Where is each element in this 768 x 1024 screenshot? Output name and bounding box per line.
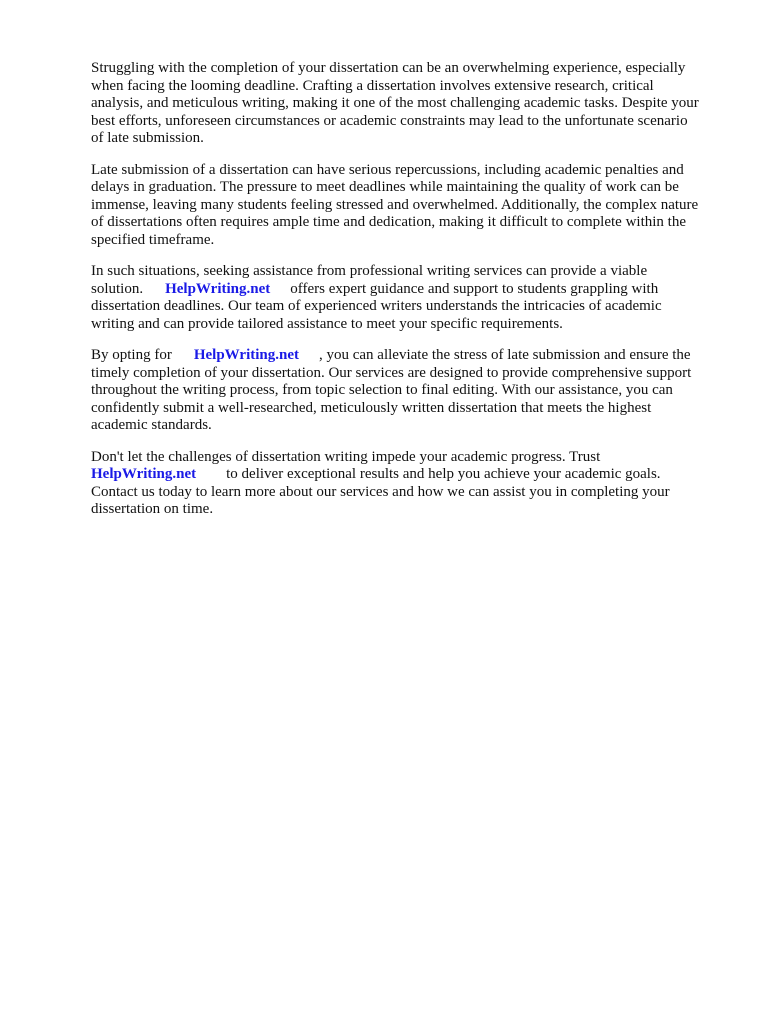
text-line: dissertation on time. xyxy=(91,501,214,517)
text-line: throughout the writing process, from topic selection to final editing. With our assistance, you can xyxy=(91,382,673,398)
text-line: Don't let the challenges of dissertation writing impede your academic progress. Trust xyxy=(91,448,601,465)
text-line: of dissertations often requires ample time and dedication, making it difficult to complete within the xyxy=(91,214,686,230)
text-line: dissertation deadlines. Our team of experienced writers understands the intricacies of academic xyxy=(91,298,662,314)
helpwriting-link[interactable]: HelpWriting.net xyxy=(165,280,271,297)
text-line: Late submission of a dissertation can have serious repercussions, including academic penalties and xyxy=(91,161,684,178)
text-line: when facing the looming deadline. Crafting a dissertation involves extensive research, critical xyxy=(91,77,654,94)
text-line: best efforts, unforeseen circumstances or academic constraints may lead to the unfortunate scenario xyxy=(91,112,688,129)
text-line: of late submission. xyxy=(91,130,204,146)
text-line: analysis, and meticulous writing, making it one of the most challenging academic tasks. Despite your xyxy=(91,95,699,111)
text-fragment: By opting for xyxy=(91,347,172,363)
paragraph-consequences xyxy=(91,162,727,250)
text-line: Contact us today to learn more about our services and how we can assist you in completing your xyxy=(91,483,670,500)
text-line: writing and can provide tailored assistance to meet your specific requirements. xyxy=(91,315,563,332)
text-line xyxy=(91,347,727,365)
paragraph-benefits xyxy=(91,347,727,435)
helpwriting-link[interactable]: HelpWriting.net xyxy=(91,466,197,482)
text-line: academic standards. xyxy=(91,417,212,433)
paragraph-call-to-action xyxy=(91,449,727,519)
document-body xyxy=(91,60,727,533)
text-fragment: to deliver exceptional results and help you achieve your academic goals. xyxy=(226,466,661,482)
text-line xyxy=(91,466,727,484)
text-line: timely completion of your dissertation. Our services are designed to provide comprehensive support xyxy=(91,364,692,381)
paragraph-assistance xyxy=(91,263,727,333)
helpwriting-link[interactable]: HelpWriting.net xyxy=(193,347,299,363)
text-fragment: solution. xyxy=(91,280,144,297)
text-line: delays in graduation. The pressure to meet deadlines while maintaining the quality of work can be xyxy=(91,179,679,195)
text-line xyxy=(91,281,727,299)
text-line: In such situations, seeking assistance from professional writing services can provide a viable xyxy=(91,263,648,279)
text-line: Struggling with the completion of your dissertation can be an overwhelming experience, especially xyxy=(91,60,686,76)
text-line: specified timeframe. xyxy=(91,231,215,248)
text-line: immense, leaving many students feeling stressed and overwhelmed. Additionally, the complex nature xyxy=(91,196,699,213)
text-line: confidently submit a well-researched, meticulously written dissertation that meets the highest xyxy=(91,399,652,416)
text-fragment: , you can alleviate the stress of late submission and ensure the xyxy=(318,347,691,363)
text-fragment: offers expert guidance and support to students grappling with xyxy=(290,280,659,297)
paragraph-intro xyxy=(91,60,727,148)
